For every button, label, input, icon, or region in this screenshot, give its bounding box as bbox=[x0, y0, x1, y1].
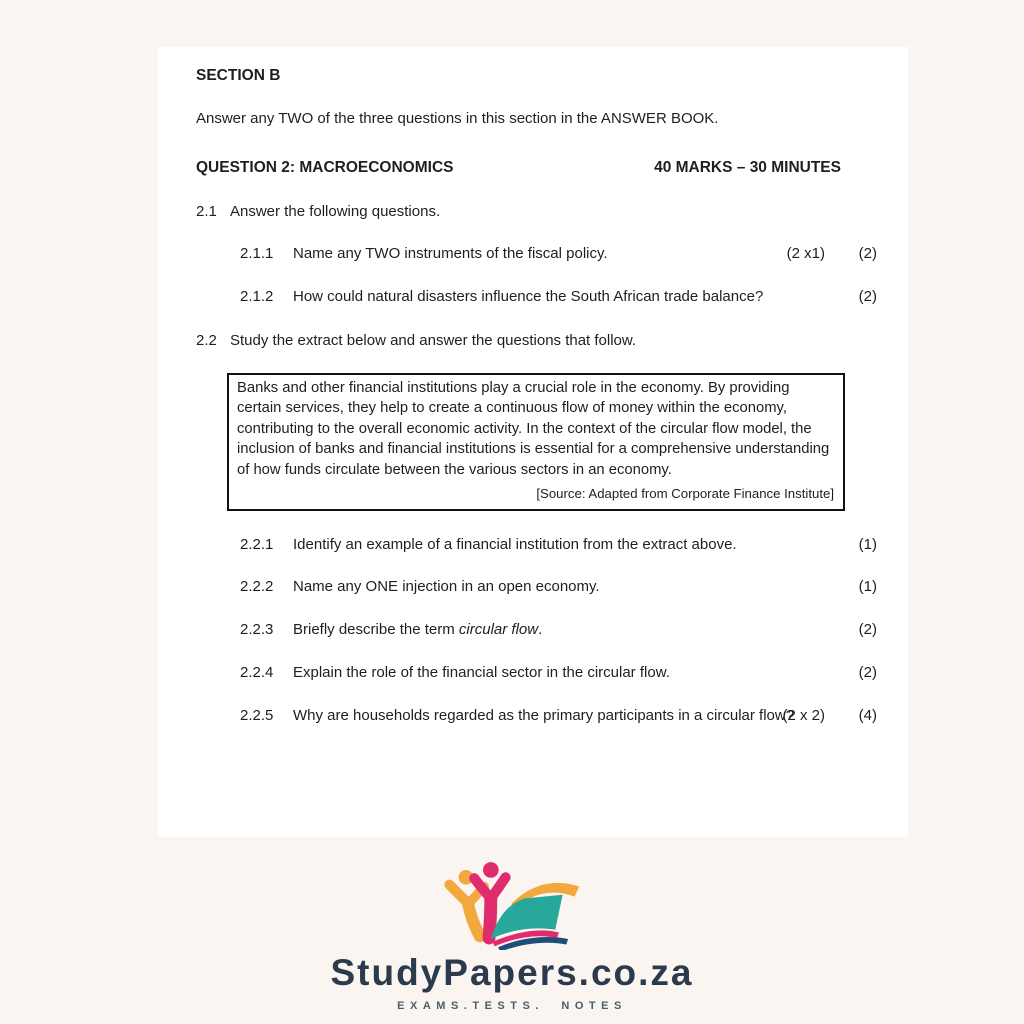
question-number: 2.2.4 bbox=[240, 663, 274, 681]
question-2-1 bbox=[196, 203, 877, 222]
question-text: How could natural disasters influence the South African trade balance? bbox=[293, 288, 764, 305]
brand-tagline: EXAMS.TESTS. NOTES bbox=[397, 1000, 627, 1012]
extract-text: Banks and other financial institutions play a crucial role in the economy. By providing certain services, they help to create a continuous flow of money within the economy, contributing to the overall economic activity. In the context of the circular flow model, the inclusion of banks and financial institutions is essential for a comprehensive understanding of how funds circulate between the various sectors in an economy. bbox=[237, 379, 830, 478]
question-header bbox=[196, 158, 877, 177]
question-2-2-1 bbox=[240, 536, 877, 555]
question-number: 2.2.3 bbox=[240, 621, 274, 639]
question-2-2 bbox=[196, 332, 877, 351]
mark-allocation: (2 x 2) bbox=[782, 706, 825, 724]
document-page bbox=[158, 47, 908, 837]
marks-value: (1) bbox=[858, 578, 877, 596]
brand-wordmark: StudyPapers.co.za bbox=[330, 952, 694, 993]
question-text: Name any ONE injection in an open economy. bbox=[293, 578, 600, 596]
mark-allocation: (2 x1) bbox=[786, 245, 825, 263]
marks-value: (2) bbox=[858, 245, 877, 263]
question-number: 2.2 bbox=[196, 331, 217, 349]
question-title: QUESTION 2: MACROECONOMICS bbox=[196, 159, 454, 177]
question-2-2-3 bbox=[240, 621, 877, 640]
marks-value: (2) bbox=[858, 663, 877, 681]
studypapers-logo-icon bbox=[432, 858, 592, 950]
question-text: Identify an example of a financial institution from the extract above. bbox=[293, 535, 737, 553]
question-text: Explain the role of the financial sector in the circular flow. bbox=[293, 663, 670, 681]
question-2-2-4 bbox=[240, 664, 877, 683]
question-number: 2.2.5 bbox=[240, 706, 274, 724]
question-number: 2.1.2 bbox=[240, 288, 274, 305]
question-marks-time: 40 MARKS – 30 MINUTES bbox=[654, 159, 841, 177]
marks-value: (1) bbox=[858, 535, 877, 553]
brand-footer bbox=[0, 858, 1024, 1012]
question-text: Briefly describe the term circular flow. bbox=[293, 621, 543, 639]
italic-term: circular flow bbox=[458, 621, 539, 639]
question-number: 2.2.2 bbox=[240, 578, 274, 596]
question-text: Study the extract below and answer the questions that follow. bbox=[230, 331, 637, 349]
marks-value: (2) bbox=[858, 621, 877, 639]
question-number: 2.1 bbox=[196, 202, 217, 220]
question-2-1-1 bbox=[240, 245, 877, 264]
question-text: Answer the following questions. bbox=[230, 202, 441, 220]
question-2-2-5 bbox=[240, 707, 877, 726]
extract-box bbox=[227, 373, 845, 511]
question-number: 2.1.1 bbox=[240, 245, 274, 263]
marks-value: (2) bbox=[858, 288, 877, 305]
section-title: SECTION B bbox=[196, 67, 281, 84]
question-text: Why are households regarded as the primary participants in a circular flow? bbox=[293, 706, 795, 724]
question-number: 2.2.1 bbox=[240, 535, 274, 553]
extract-source: [Source: Adapted from Corporate Finance Institute] bbox=[536, 486, 834, 502]
marks-value: (4) bbox=[858, 706, 877, 724]
question-text: Name any TWO instruments of the fiscal policy. bbox=[293, 245, 608, 263]
section-instruction: Answer any TWO of the three questions in this section in the ANSWER BOOK. bbox=[196, 110, 719, 128]
question-2-1-2 bbox=[240, 288, 877, 307]
question-2-2-2 bbox=[240, 578, 877, 597]
